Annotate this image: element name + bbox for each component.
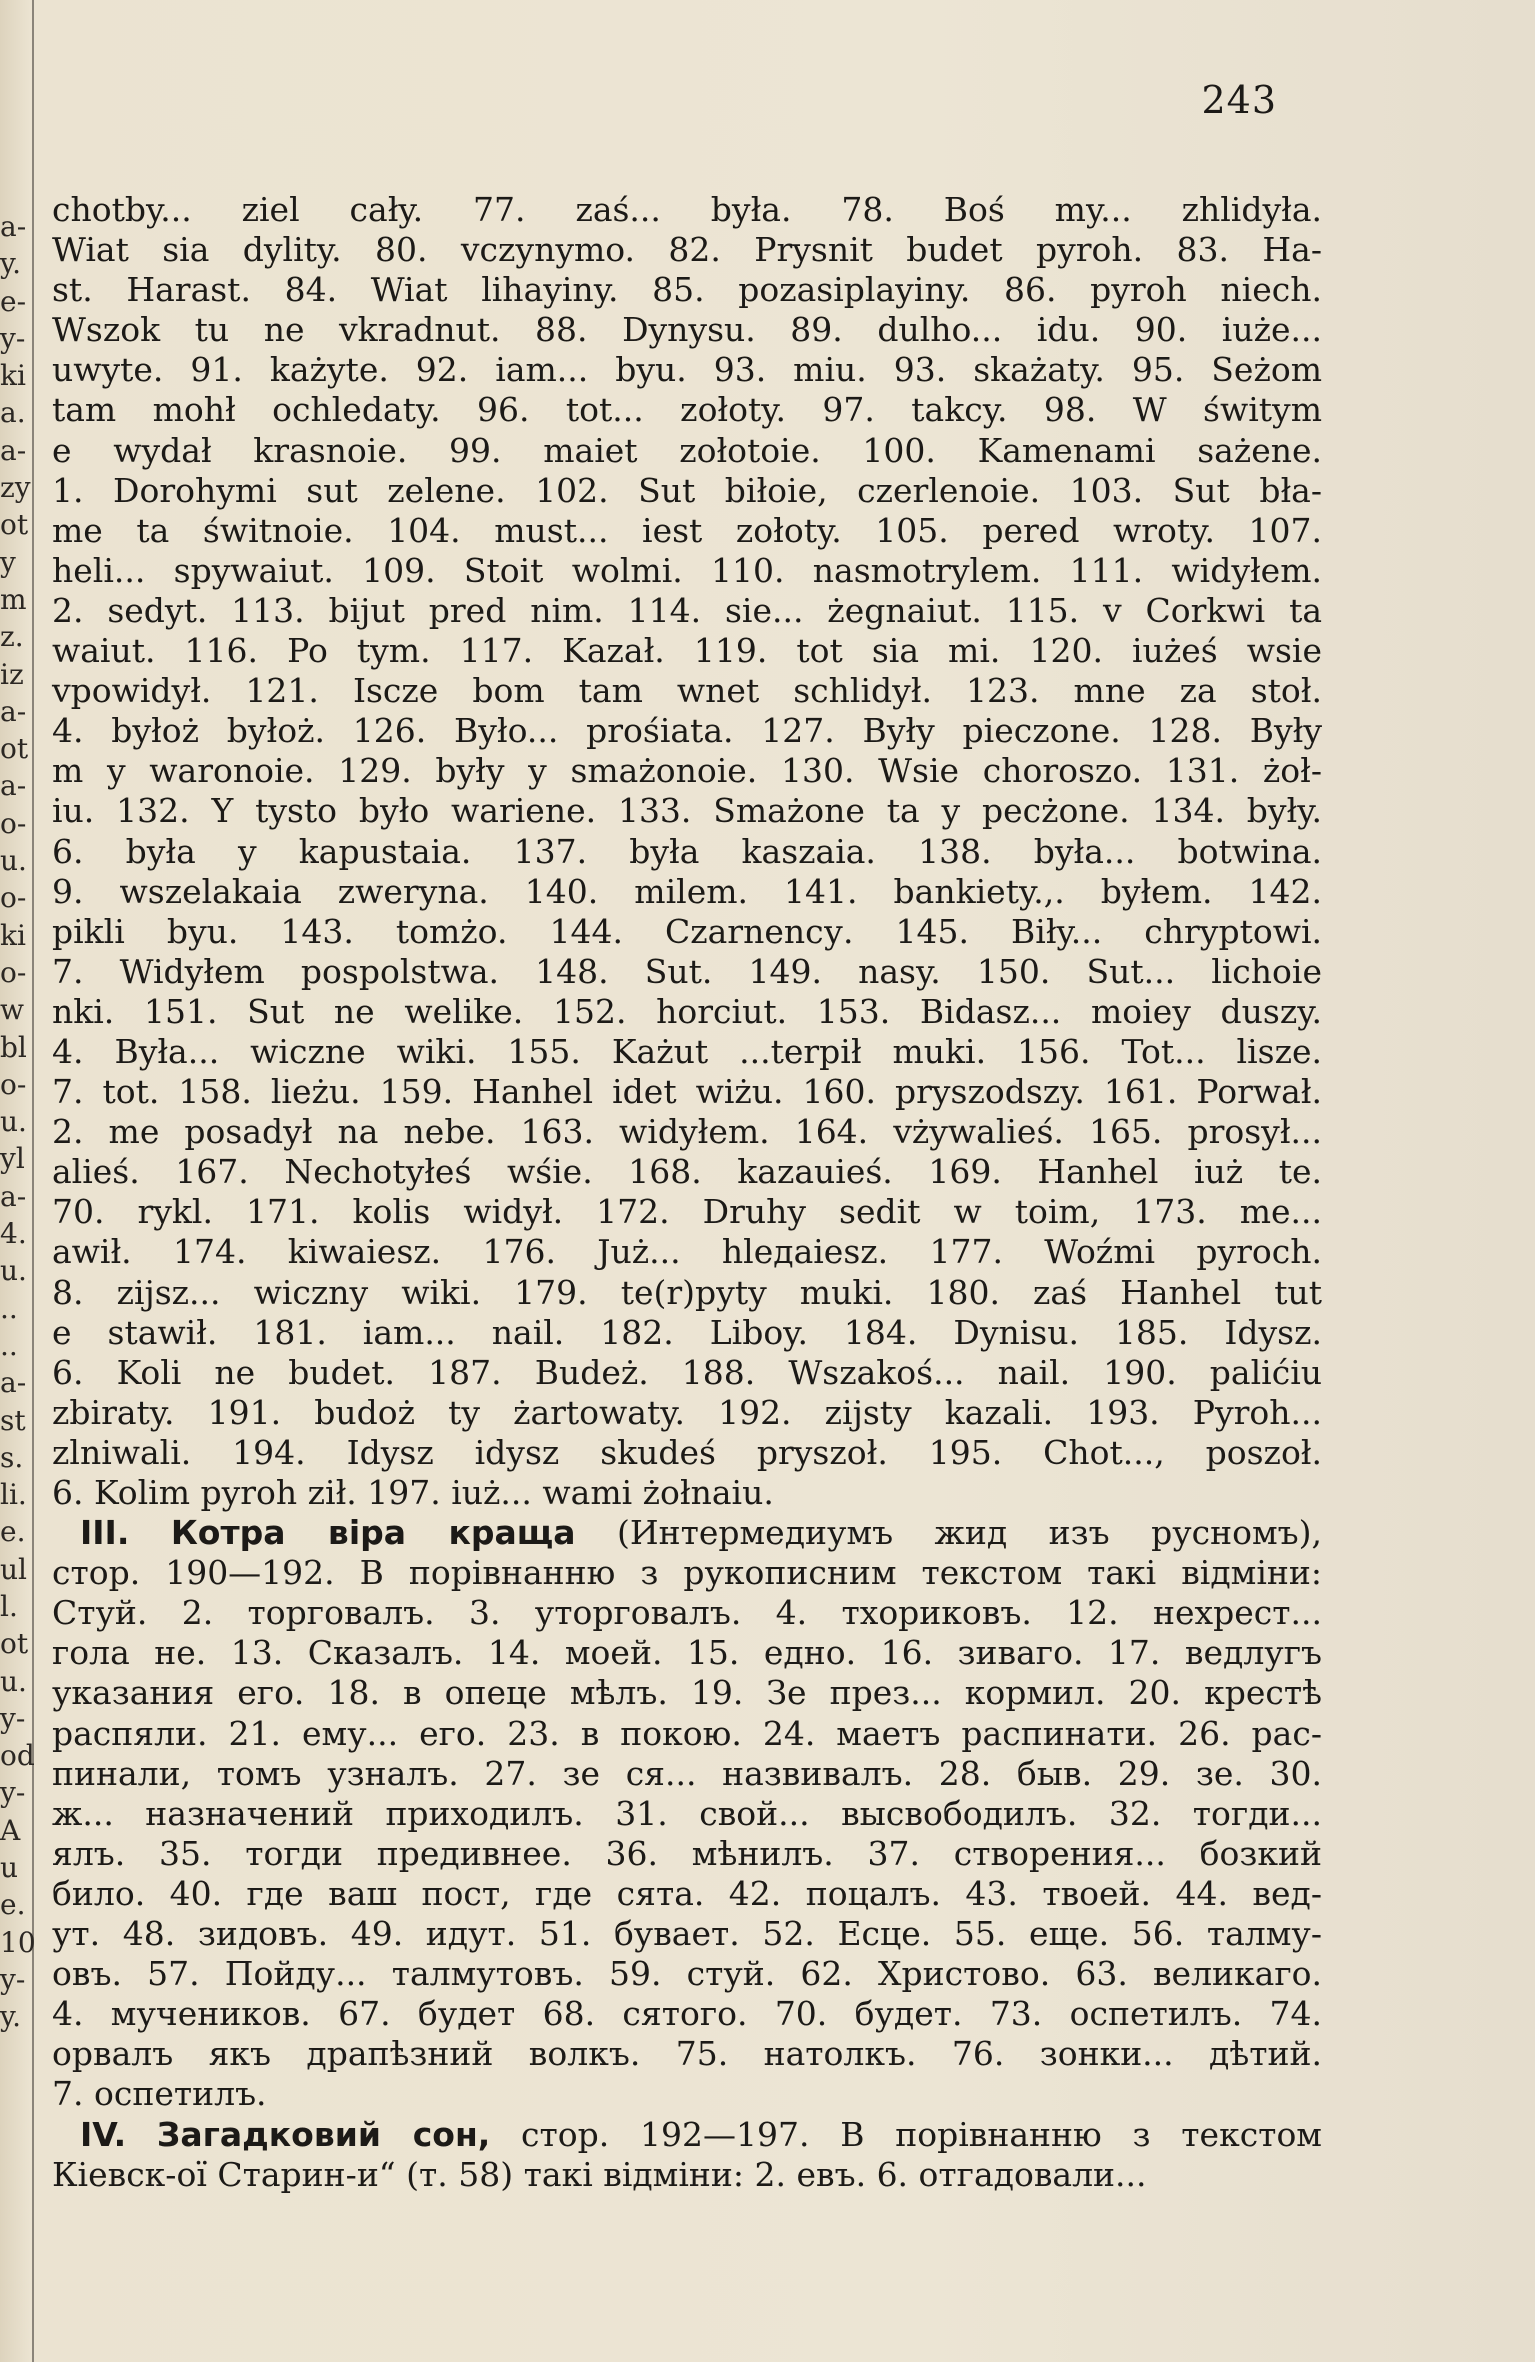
text-line: iu. 132. Y tysto było wariene. 133. Smażone ta y pecżone. 134. były.	[52, 791, 1322, 831]
text-line: 7. tot. 158. lieżu. 159. Hanhel idet wiżu. 160. pryszodszy. 161. Porwał.	[52, 1072, 1322, 1112]
margin-fragment: a-	[0, 769, 27, 803]
margin-fragment: e.	[0, 1515, 26, 1549]
text-line: st. Harast. 84. Wiat lihayiny. 85. pozasiplayiny. 86. pyroh niech.	[52, 270, 1322, 310]
text-line: 6. była y kapustaia. 137. była kaszaia. 138. była... botwina.	[52, 831, 1322, 871]
text-line: 8. zijsz... wiczny wiki. 179. te(r)pyty muki. 180. zaś Hanhel tut	[52, 1272, 1322, 1312]
margin-fragment: y.	[0, 247, 21, 281]
text-line: овъ. 57. Пойду... талмутовъ. 59. стуй. 62. Христово. 63. великаго.	[52, 1954, 1322, 1994]
text-line: Стуй. 2. торговалъ. 3. уторговалъ. 4. тхориковъ. 12. нехрест...	[52, 1593, 1322, 1633]
margin-fragment: y	[0, 545, 16, 579]
margin-fragment: a-	[0, 210, 27, 243]
text-line: pikli byu. 143. tomżo. 144. Czarnencу. 145. Biły... chryptowi.	[52, 911, 1322, 951]
margin-fragment: u.	[0, 844, 27, 878]
margin-fragment: li.	[0, 1478, 27, 1512]
text-line: 6. Kolim pyroh ził. 197. iuż... wami żołnaiu.	[52, 1473, 774, 1512]
section-iii-variants	[52, 1553, 1322, 2114]
text-line: zlniwali. 194. Idysz idysz skudeś pryszoł. 195. Chot..., poszoł.	[52, 1432, 1322, 1472]
margin-fragment: o-	[0, 1067, 27, 1101]
text-line: пинали, томъ узналъ. 27. зе ся... назвивалъ. 28. быв. 29. зе. 30.	[52, 1753, 1322, 1793]
text-line: awił. 174. kiwaiesz. 176. Już... hlедaiesz. 177. Woźmi pyroch.	[52, 1232, 1322, 1272]
margin-fragment: o-	[0, 806, 27, 840]
margin-fragment: A	[0, 1813, 21, 1847]
margin-fragment: ul	[0, 1552, 27, 1586]
margin-fragment: ..	[0, 1328, 18, 1362]
section-title: Загадковий сон,	[156, 2114, 491, 2154]
margin-fragment: st	[0, 1403, 26, 1437]
margin-fragment: l.	[0, 1589, 18, 1623]
margin-fragment: ki	[0, 918, 26, 952]
text-line: 70. rykl. 171. kolis widył. 172. Druhy sedit w toim, 173. me...	[52, 1192, 1322, 1232]
margin-fragment: y-	[0, 1701, 26, 1735]
margin-fragment: y-	[0, 1776, 26, 1810]
margin-fragment: od	[0, 1739, 35, 1773]
text-line: nki. 151. Sut ne welike. 152. horciut. 153. Bidasz... moiey duszy.	[52, 991, 1322, 1031]
margin-fragment: a-	[0, 694, 27, 728]
text-line: 2. me posadył na nebe. 163. widyłem. 164. vżywalieś. 165. prosył...	[52, 1112, 1322, 1152]
margin-fragment: s.	[0, 1440, 24, 1474]
margin-fragment: ki	[0, 359, 26, 393]
margin-fragment: u.	[0, 1105, 27, 1139]
margin-fragment: y.	[0, 2000, 21, 2034]
margin-fragment: o-	[0, 955, 27, 989]
text-line: waiut. 116. Po tym. 117. Kazał. 119. tot sia mi. 120. iużeś wsie	[52, 631, 1322, 671]
section-iv-variants	[52, 2155, 1322, 2195]
margin-fragment: y-	[0, 1962, 26, 1996]
main-text	[52, 190, 1322, 2195]
text-line: uwyte. 91. każyte. 92. iam... byu. 93. miu. 93. skażaty. 95. Seżom	[52, 350, 1322, 390]
text-line: стор. 190—192. В порівнанню з рукописним текстом такі відміни:	[52, 1553, 1322, 1593]
margin-fragment: z.	[0, 620, 24, 654]
section-number: III.	[80, 1513, 130, 1553]
section-title: Котра віра краща	[170, 1513, 576, 1553]
margin-fragment: u.	[0, 1664, 27, 1698]
margin-fragment: a.	[0, 396, 26, 430]
margin-fragment: a-	[0, 1366, 27, 1400]
text-line: 6. Koli ne budet. 187. Budeż. 188. Wszakoś... nail. 190. palićiu	[52, 1352, 1322, 1392]
text-line: ялъ. 35. тогди предивнее. 36. мѣнилъ. 37. створения... бозкий	[52, 1833, 1322, 1873]
text-line: 2. sedyt. 113. bijut pred nim. 114. sie... żegnaiut. 115. v Corkwi ta	[52, 590, 1322, 630]
text-line: 4. Była... wiczne wiki. 155. Każut ...terpił muki. 156. Tot... lisze.	[52, 1031, 1322, 1071]
margin-fragment: bl	[0, 1030, 27, 1064]
text-line: me ta świtnoie. 104. must... iest zołoty. 105. pered wroty. 107.	[52, 510, 1322, 550]
margin-fragment: a-	[0, 1179, 27, 1213]
text-line: zbiraty. 191. budoż ty żartowaty. 192. zijsty kazali. 193. Pyroh...	[52, 1392, 1322, 1432]
text-line: ж... назначений приходилъ. 31. свой... высвободилъ. 32. тогди...	[52, 1793, 1322, 1833]
margin-fragment: ot	[0, 1627, 29, 1661]
margin-fragment: ot	[0, 732, 29, 766]
text-line: e wydał krasnoie. 99. maiet zołotoie. 100. Kamenami sażene.	[52, 430, 1322, 470]
margin-fragment: yl	[0, 1142, 25, 1176]
margin-fragment: zy	[0, 471, 31, 505]
margin-fragment: ot	[0, 508, 29, 542]
margin-fragment: e.	[0, 1888, 26, 1922]
section-number: IV.	[80, 2114, 127, 2154]
margin-fragment: 10	[0, 1925, 36, 1959]
margin-fragment: u	[0, 1851, 19, 1885]
text-line: 7. Widyłem pospolstwa. 148. Sut. 149. nasy. 150. Sut... lichoie	[52, 951, 1322, 991]
margin-fragment: y-	[0, 321, 26, 355]
text-line: Кіевск-ої Старин-и“ (т. 58) такі відміни: 2. евъ. 6. отгадовали...	[52, 2154, 1147, 2194]
page-number: 243	[1201, 78, 1277, 122]
text-line: m y waronoie. 129. były y smażonoie. 130. Wsie choroszo. 131. żoł-	[52, 751, 1322, 791]
section-heading-iii	[80, 1513, 1322, 1553]
text-line: vpowidył. 121. Iscze bom tam wnet schlidył. 123. mne za stoł.	[52, 671, 1322, 711]
section-subtitle: стор. 192—197. В порівнанню з текстом	[521, 2114, 1322, 2154]
margin-fragment: 4.	[0, 1217, 27, 1251]
text-line: alieś. 167. Nechotyłeś wśie. 168. kazauieś. 169. Hanhel iuż te.	[52, 1152, 1322, 1192]
text-line: ут. 48. зидовъ. 49. идут. 51. бувает. 52. Есце. 55. еще. 56. талму-	[52, 1914, 1322, 1954]
margin-fragment: w	[0, 993, 24, 1027]
text-line: орвалъ якъ драпѣзний волкъ. 75. натолкъ. 76. зонки... дѣтий.	[52, 2034, 1322, 2074]
text-line: указания его. 18. в опеце мѣлъ. 19. Зе през... кормил. 20. крестѣ	[52, 1673, 1322, 1713]
text-line: tam mohł ochledaty. 96. tot... zołoty. 97. takcy. 98. W świtym	[52, 390, 1322, 430]
margin-fragment: e-	[0, 284, 27, 318]
margin-fragment: iz	[0, 657, 24, 691]
text-line: 4. мучеников. 67. будет 68. сятого. 70. будет. 73. оспетилъ. 74.	[52, 1994, 1322, 2034]
text-line: било. 40. где ваш пост, где сята. 42. поцалъ. 43. твоей. 44. вед-	[52, 1873, 1322, 1913]
text-line: 9. wszelakaia zweryna. 140. milem. 141. bankiety.,. byłem. 142.	[52, 871, 1322, 911]
text-line: 1. Dorohymi sut zelene. 102. Sut biłoie, czerlenoie. 103. Sut bła-	[52, 470, 1322, 510]
section-polish-variants	[52, 190, 1322, 1513]
text-line: гола не. 13. Сказалъ. 14. моей. 15. едно. 16. зиваго. 17. ведлугъ	[52, 1633, 1322, 1673]
section-heading-iv	[80, 2115, 1322, 2155]
section-subtitle: (Интермедиумъ жид изъ русномъ),	[616, 1513, 1322, 1553]
text-line: chotby... ziel cały. 77. zaś... była. 78. Boś my... zhlidyła.	[52, 190, 1322, 229]
margin-fragment: a-	[0, 433, 27, 467]
margin-fragment: ..	[0, 1291, 18, 1325]
margin-fragment: m	[0, 582, 27, 616]
text-line: Wiat sia dylity. 80. vczynymo. 82. Prysnit budet pyroh. 83. Ha-	[52, 230, 1322, 270]
text-line: heli... spywaiut. 109. Stoit wolmi. 110. nasmotrylem. 111. widyłem.	[52, 550, 1322, 590]
text-line: 4. byłoż byłoż. 126. Było... prośiata. 127. Były pieczone. 128. Były	[52, 711, 1322, 751]
margin-fragment: u.	[0, 1254, 27, 1288]
text-line: распяли. 21. ему... его. 23. в покою. 24. маетъ распинати. 26. рас-	[52, 1713, 1322, 1753]
left-margin-fragments	[0, 208, 48, 2036]
text-line: e stawił. 181. iam... nail. 182. Liboy. 184. Dynisu. 185. Idysz.	[52, 1312, 1322, 1352]
margin-fragment: o-	[0, 881, 27, 915]
text-line: 7. оспетилъ.	[52, 2074, 267, 2114]
text-line: Wszok tu ne vkradnut. 88. Dynysu. 89. dulho... idu. 90. iuże...	[52, 310, 1322, 350]
